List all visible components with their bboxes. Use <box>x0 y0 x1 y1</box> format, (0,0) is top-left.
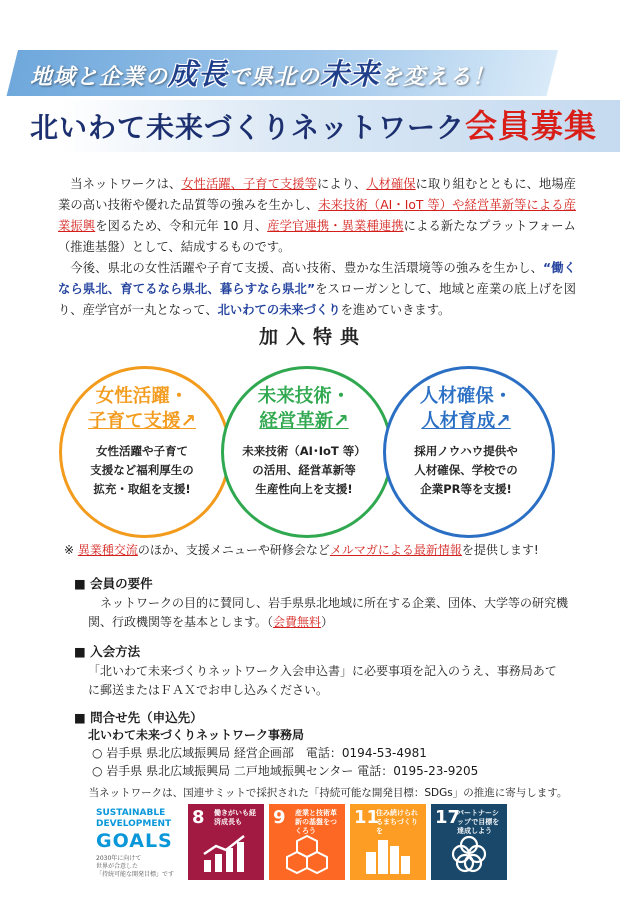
requirements-body: ネットワークの目的に賛同し、岩手県県北地域に所在する企業、団体、大学等の研究機関、行政機関等を基本とします。（会費無料） <box>88 596 569 629</box>
intro-p1-run-5: 未来技術（AI・IoT 等）や経営革新等による産業振興 <box>58 198 576 233</box>
note-run-2: のほか、支援メニューや研修会など <box>137 543 330 557</box>
intro-p1-run-3: 人材確保 <box>366 177 416 191</box>
note-run-0: ※ <box>64 543 78 557</box>
intro-paragraph-1 <box>58 174 576 258</box>
benefit-title-tech: 未来技術・ 経営革新↗ <box>257 386 351 432</box>
sdg-tile-11: 11 住み続けられるまちづくりを <box>350 804 426 880</box>
contact-heading: ■ 問合せ先（申込先） <box>74 710 203 725</box>
note-run-1: 異業種交流 <box>77 543 138 557</box>
city-buildings-icon <box>364 834 412 874</box>
sdgs-logo-subtext: 2030年に向けて 世界が合意した 「持続可能な開発目標」です <box>96 855 175 878</box>
intro-p1-run-4: に取り組むとともに、地場産業の高い技術や優れた品質等の強みを生かし、 <box>58 177 576 212</box>
sdg-tile-8: 8 働きがいも経済成長も <box>188 804 264 880</box>
sdg-tile-9: 9 産業と技術革新の基盤をつくろう <box>269 804 345 880</box>
note-run-4: を提供します! <box>461 543 539 557</box>
note-run-3: メルマガによる最新情報 <box>329 543 462 557</box>
intro-text <box>58 174 576 321</box>
intro-p1-run-7: 産学官連携・異業種連携 <box>267 219 404 233</box>
intro-p2-run-3: 北いわての未来づくり <box>217 303 341 317</box>
intro-p1-run-2: により、 <box>316 177 367 191</box>
partnership-rings-icon <box>445 834 493 874</box>
cubes-icon <box>283 834 331 874</box>
intro-p1-run-1: 女性活躍、子育て支援等 <box>181 177 317 191</box>
page-title: 北いわて未来づくりネットワーク会員募集 <box>30 107 598 145</box>
growth-chart-icon <box>202 834 250 874</box>
contact-org: 北いわて未来づくりネットワーク事務局 <box>88 728 305 742</box>
intro-p1-run-6: を図るため、令和元年 10 月、 <box>95 219 268 233</box>
intro-p2-run-1: “働くなら県北、育てるなら県北、暮らすなら県北” <box>58 261 576 296</box>
contact-line-2: ○ 岩手県 県北広域振興局 二戸地域振興センター 電話：0195-23-9205 <box>92 764 479 778</box>
benefit-title-talent: 人材確保・ 人材育成↗ <box>419 386 513 432</box>
intro-p2-run-2: をスローガンとして、地域と産業の底上げを図り、産学官が一丸となって、 <box>58 282 576 317</box>
benefit-body-women: 女性活躍や子育て 支援など福利厚生の 拡充・取組を支援! <box>90 444 194 496</box>
sdgs-logo: SUSTAINABLE DEVELOPMENT GOALS 2030年に向けて 世界が合意した 「持続可能な開発目標」です <box>96 808 182 888</box>
method-body: 「北いわて未来づくりネットワーク入会申込書」に必要事項を記入のうえ、事務局あてに郵送またはＦＡＸでお申し込みください。 <box>88 664 557 697</box>
benefit-body-tech: 未来技術（AI･IoT 等） の活用、経営革新等 生産性向上を支援! <box>242 444 366 496</box>
requirements-heading: ■ 会員の要件 <box>74 576 153 591</box>
intro-paragraph-2 <box>58 258 576 321</box>
sdg-tile-17: 17 パートナーシップで目標を達成しよう <box>431 804 507 880</box>
intro-p2-run-0: 今後、県北の女性活躍や子育て支援、高い技術、豊かな生活環境等の強みを生かし、 <box>70 261 544 275</box>
benefits-title: 加入特典 <box>258 326 367 348</box>
benefit-body-talent: 採用ノウハウ提供や 人材確保、学校での 企業PR等を支援! <box>414 444 518 496</box>
sdgs-caption: 当ネットワークは、国連サミットで採択された「持続可能な開発目標：SDGs」の推進に寄与します。 <box>88 787 568 799</box>
intro-p1-run-8: による新たなプラットフォーム（推進基盤）として、結成するものです。 <box>58 219 576 254</box>
benefits-note <box>64 541 604 558</box>
slogan: 地域と企業の成長で県北の未来を変える！ <box>30 57 496 91</box>
intro-p2-run-4: を進めていきます。 <box>340 303 451 317</box>
benefit-title-women: 女性活躍・ 子育て支援↗ <box>87 386 196 432</box>
method-heading: ■ 入会方法 <box>74 644 141 659</box>
intro-p1-run-0: 当ネットワークは、 <box>70 177 182 191</box>
contact-line-1: ○ 岩手県 県北広域振興局 経営企画部 電話：0194-53-4981 <box>92 746 427 760</box>
